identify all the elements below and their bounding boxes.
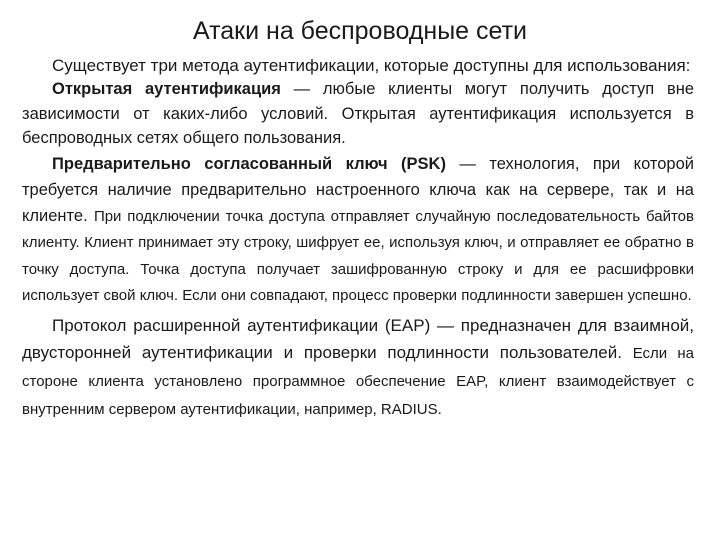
- slide-body: [22, 54, 694, 423]
- psk-text: — технология, при которой требуется наличие предварительно настроенного ключа как на сервере, так и на клиенте.: [22, 154, 694, 225]
- slide-title: Атаки на беспроводные сети: [192, 17, 528, 45]
- psk-paragraph: [22, 151, 694, 309]
- open-auth-text: — любые клиенты могут получить доступ вне зависимости от каких-либо условий. Открытая аутентификация используется в беспроводных сетях общего пользования.: [22, 80, 694, 147]
- psk-term: Предварительно согласованный ключ (PSK): [52, 154, 446, 173]
- open-auth-term: Открытая аутентификация: [52, 80, 281, 98]
- intro-paragraph: Существует три метода аутентификации, которые доступны для использования:: [52, 56, 691, 75]
- eap-paragraph: [22, 312, 694, 423]
- psk-detail-text: При подключении точка доступа отправляет случайную последовательность байтов клиенту. Клиент принимает эту строку, шифрует ее, используя ключ, и отправляет ее обратно в точку доступа. Точка доступа получает зашифрованную строку и для ее расшифровки использует свой ключ. Если они совпадают, процесс проверки подлинности завершен успешно.: [22, 207, 694, 304]
- eap-detail-text: Если на стороне клиента установлено программное обеспечение EAP, клиент взаимодействует с внутренним сервером аутентификации, например, RADIUS.: [22, 344, 694, 418]
- eap-text: Протокол расширенной аутентификации (EAP) — предназначен для взаимной, двусторонней аутентификации и проверки подлинности пользователей.: [22, 315, 694, 362]
- open-auth-paragraph: [22, 77, 694, 151]
